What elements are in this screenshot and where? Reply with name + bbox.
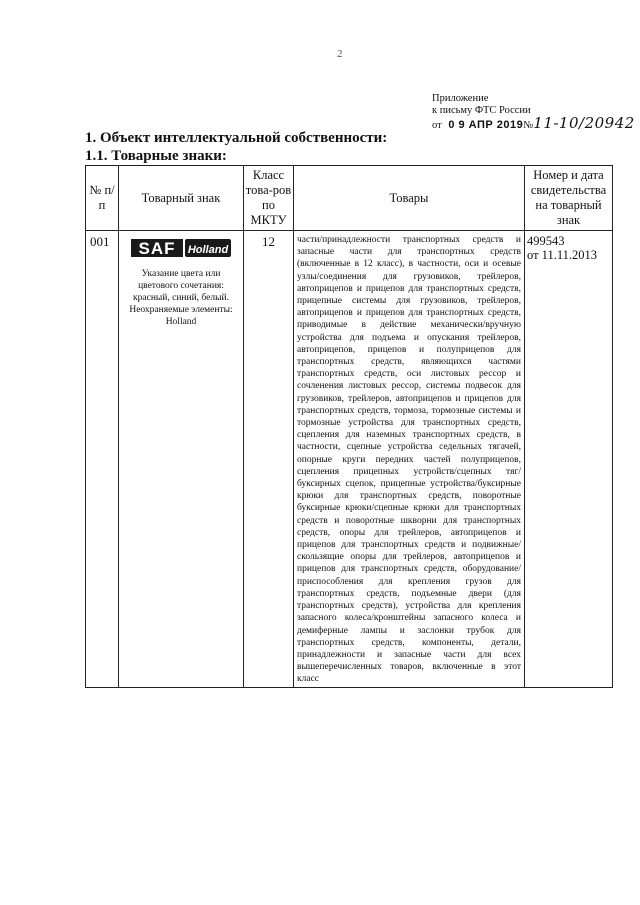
ref-number: 11-10/20942 bbox=[533, 114, 635, 132]
svg-text:SAF: SAF bbox=[138, 239, 176, 258]
ref-number-prefix: № bbox=[523, 120, 534, 131]
header-mark: Товарный знак bbox=[119, 166, 244, 231]
registration-date: от 11.11.2013 bbox=[527, 248, 597, 262]
ref-prefix: от bbox=[432, 120, 442, 131]
registration-number: 499543 bbox=[527, 234, 565, 248]
svg-text:Holland: Holland bbox=[187, 244, 229, 256]
page-number: 2 bbox=[337, 48, 343, 60]
mark-description: Указание цвета или цветового сочетания: красный, синий, белый. Неохраняемые элементы: Holland bbox=[129, 269, 233, 327]
table-row bbox=[86, 231, 613, 688]
table-header-row bbox=[86, 166, 613, 231]
row-mark bbox=[119, 231, 244, 688]
row-registration bbox=[525, 231, 613, 688]
row-no: 001 bbox=[86, 231, 119, 688]
appendix-stamp bbox=[432, 93, 635, 132]
appendix-letter: к письму ФТС России bbox=[432, 105, 531, 116]
header-no: № п/п bbox=[86, 166, 119, 231]
row-class: 12 bbox=[244, 231, 294, 688]
ref-date: 0 9 АПР 2019 bbox=[448, 119, 524, 131]
header-goods: Товары bbox=[294, 166, 525, 231]
trademarks-table-body bbox=[85, 165, 613, 688]
header-registration: Номер и дата свидетельства на товарный знак bbox=[525, 166, 613, 231]
section-heading: 1. Объект интеллектуальной собственности: bbox=[85, 130, 388, 146]
appendix-reference bbox=[432, 114, 635, 132]
subsection-heading: 1.1. Товарные знаки: bbox=[85, 148, 227, 164]
appendix-title: Приложение bbox=[432, 93, 489, 104]
header-class: Класс това-ров по МКТУ bbox=[244, 166, 294, 231]
row-goods: части/принадлежности транспортных средств и запасные части для транспортных средств (включенные в 12 класс), в частности, оси и осевые узлы/соединения для грузовиков, трейлеров, автоприцепов и прицепов для транспортных средств, прицепные системы для грузовиков, трейлеров, автоприцепов и прицепов для транспортных средств, приводимые в действие механически/вручную устройства для подъема и опускания трейлеров, автоприцепов, прицепов и полуприцепов для транспортных средств, являющихся частями транспортных средств, оси листовых рессор и сочленения листовых рессор, системы подвесок для грузовиков, трейлеров, автоприцепов и прицепов для транспортных средств, тормоза, тормозные системы и тормозные устройства для транспортных средств, сцепления для наземных транспортных средств, в частности, сцепные устройства седельных тягачей, опорные круги передних частей полуприцепов, сцепления прицепных устройств/сцепных тяг/буксирных сцепок, прицепные устройства/буксирные крюки для транспортных средств, поворотные буксирные крюки/сцепные крюки для транспортных средств и поворотные шкворни для транспортных средств, опоры для трейлеров, автоприцепов и прицепов для транспортных средств и подвижные/скользящие опоры для трейлеров, автоприцепов и прицепов для транспортных средств, оборудование/приспособления для крепления грузов для транспортных средств, подъемные двери (для транспортных средств), устройства для крепления запасного колеса/кронштейны запасного колеса и демиферные лампы и заслонки трубок для транспортных средств, компоненты, детали, принадлежности и запасные части для всех вышеперечисленных товаров, включенные в этот класс bbox=[294, 231, 525, 688]
saf-holland-logo bbox=[131, 238, 231, 258]
